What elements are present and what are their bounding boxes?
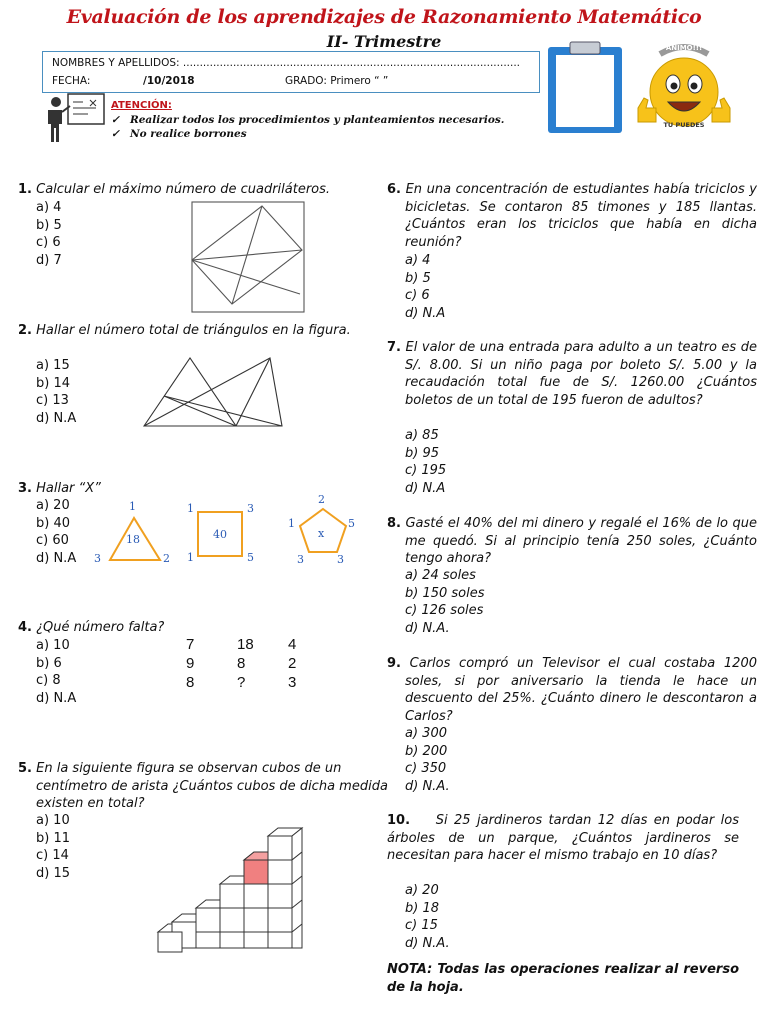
option[interactable]: a) 4 <box>405 253 431 268</box>
figure-number: 2 <box>318 493 325 506</box>
option[interactable]: c) 6 <box>405 288 430 304</box>
teacher-board-icon <box>38 92 108 144</box>
options-2 <box>36 357 76 427</box>
figure-number: 1 <box>187 551 194 564</box>
option[interactable]: c) 14 <box>36 848 69 864</box>
option[interactable]: d) N.A. <box>405 620 450 636</box>
option[interactable]: a) 4 <box>36 200 62 215</box>
option[interactable]: b) 6 <box>36 655 62 671</box>
question-1: 1. Calcular el máximo número de cuadriláteros. <box>18 182 331 197</box>
options-5 <box>36 812 70 882</box>
option[interactable]: c) 126 soles <box>405 603 484 619</box>
option[interactable]: a) 10 <box>36 638 70 653</box>
rule-item: No realice borrones <box>130 128 247 140</box>
figure-number: 5 <box>348 517 355 530</box>
option[interactable]: c) 13 <box>36 393 69 409</box>
figure-number: 3 <box>94 552 101 565</box>
figure-number: 3 <box>337 553 344 566</box>
date-value[interactable]: /10/2018 <box>143 75 195 87</box>
question-4: 4. ¿Qué número falta? <box>18 620 165 635</box>
figure-center-value: 18 <box>126 533 140 546</box>
option[interactable]: a) 300 <box>405 726 447 741</box>
grid-cell: 2 <box>288 655 297 672</box>
page-title: Evaluación de los aprendizajes de Razonamiento Matemático <box>66 6 702 28</box>
quadrilaterals-figure <box>190 200 308 316</box>
option[interactable]: a) 20 <box>36 498 70 513</box>
options-7 <box>405 427 446 497</box>
option[interactable]: a) 20 <box>405 883 439 898</box>
options-4 <box>36 637 76 707</box>
cubes-figure <box>156 826 308 956</box>
option[interactable]: b) 11 <box>36 830 70 846</box>
footer-note: NOTA: Todas las operaciones realizar al reverso de la hoja. <box>387 962 739 995</box>
options-10 <box>405 882 450 952</box>
option[interactable]: d) N.A. <box>405 778 450 794</box>
figure-center-value: 40 <box>213 528 227 541</box>
grid-cell: 4 <box>288 636 297 653</box>
figure-number: 1 <box>288 517 295 530</box>
option[interactable]: d) N.A <box>36 410 77 426</box>
triangles-figure <box>138 354 286 430</box>
question-8: 8. Gasté el 40% del mi dinero y regalé el 16% de lo que me quedó. Si al principio tenía 250 soles, ¿Cuánto tengo ahora? <box>387 516 757 567</box>
check-icon: ✓ <box>111 128 120 140</box>
figure-center-value: x <box>318 527 325 540</box>
option[interactable]: a) 10 <box>36 813 70 828</box>
option[interactable]: d) 7 <box>36 252 62 268</box>
grid-cell: ? <box>237 674 246 691</box>
figure-number: 5 <box>247 551 254 564</box>
grid-cell: 7 <box>186 636 195 653</box>
option[interactable]: c) 350 <box>405 761 447 777</box>
figure-number: 1 <box>187 502 194 515</box>
page-subtitle: II- Trimestre <box>326 32 442 51</box>
option[interactable]: a) 85 <box>405 428 439 443</box>
option[interactable]: b) 5 <box>36 217 62 233</box>
attention-title: ATENCIÓN: <box>111 100 172 111</box>
question-9: 9. Carlos compró un Televisor el cual costaba 1200 soles, si por aniversario la tienda le hace un descuento del 25%. ¿Cuánto dinero le descontaron a Carlos? <box>387 656 757 724</box>
option[interactable]: c) 15 <box>405 918 438 934</box>
names-field[interactable]: NOMBRES Y APELLIDOS: ..................................................................................................... <box>52 57 521 69</box>
option[interactable]: b) 95 <box>405 445 439 461</box>
option[interactable]: b) 150 soles <box>405 585 485 601</box>
option[interactable]: b) 14 <box>36 375 70 391</box>
grid-cell: 8 <box>186 674 195 691</box>
option[interactable]: b) 200 <box>405 743 448 759</box>
question-2: 2. Hallar el número total de triángulos en la figura. <box>18 323 351 338</box>
grid-cell: 8 <box>237 655 246 672</box>
option[interactable]: d) N.A <box>405 480 446 496</box>
option[interactable]: b) 18 <box>405 900 439 916</box>
option[interactable]: b) 5 <box>405 270 431 286</box>
option[interactable]: c) 6 <box>36 235 61 251</box>
question-7: 7. El valor de una entrada para adulto a un teatro es de S/. 8.00. Si un niño paga por boleto S/. 5.00 y la recaudación total fue de S/. 1260.00 ¿Cuántos boletos de un total de 195 fueron de adultos? <box>387 340 757 408</box>
option[interactable]: b) 40 <box>36 515 70 531</box>
grid-cell: 3 <box>288 674 297 691</box>
grid-cell: 9 <box>186 655 195 672</box>
emoji-bottom-text: TU PUEDES <box>663 121 705 129</box>
grid-cell: 18 <box>237 636 254 653</box>
rule-item: Realizar todos los procedimientos y planteamientos necesarios. <box>130 114 505 126</box>
question-3: 3. Hallar “X” <box>18 481 101 496</box>
question-6: 6. En una concentración de estudiantes había triciclos y bicicletas. Se contaron 85 timones y 185 llantas. ¿Cuántos eran los triciclos que había en dicha reunión? <box>387 182 757 250</box>
clipboard-icon <box>546 41 626 135</box>
option[interactable]: d) N.A <box>36 550 77 566</box>
option[interactable]: d) N.A <box>405 305 446 321</box>
date-label: FECHA: <box>52 75 91 87</box>
option[interactable]: d) 15 <box>36 865 70 881</box>
figure-number: 3 <box>247 502 254 515</box>
options-1 <box>36 199 62 269</box>
option[interactable]: c) 8 <box>36 673 61 689</box>
option[interactable]: c) 195 <box>405 463 447 479</box>
figure-number: 2 <box>163 552 170 565</box>
options-3 <box>36 497 76 567</box>
question-5: 5. En la siguiente figura se observan cubos de un centímetro de arista ¿Cuántos cubos de dicha medida existen en total? <box>18 761 388 812</box>
option[interactable]: a) 24 soles <box>405 568 476 583</box>
figure-number: 1 <box>129 500 136 513</box>
check-icon: ✓ <box>111 114 120 126</box>
option[interactable]: d) N.A. <box>405 935 450 951</box>
options-6 <box>405 252 445 322</box>
options-9 <box>405 725 450 795</box>
option[interactable]: d) N.A <box>36 690 77 706</box>
question-10: 10. Si 25 jardineros tardan 12 días en podar los árboles de un parque, ¿Cuántos jardineros se necesitan para hacer el mismo trabajo en 10 días? <box>387 813 739 864</box>
option[interactable]: c) 60 <box>36 533 69 549</box>
emoji-top-text: ANIMO!!! <box>665 44 703 52</box>
option[interactable]: a) 15 <box>36 358 70 373</box>
grade-field[interactable]: GRADO: Primero “ ” <box>285 75 389 87</box>
options-8 <box>405 567 485 637</box>
figure-number: 3 <box>297 553 304 566</box>
